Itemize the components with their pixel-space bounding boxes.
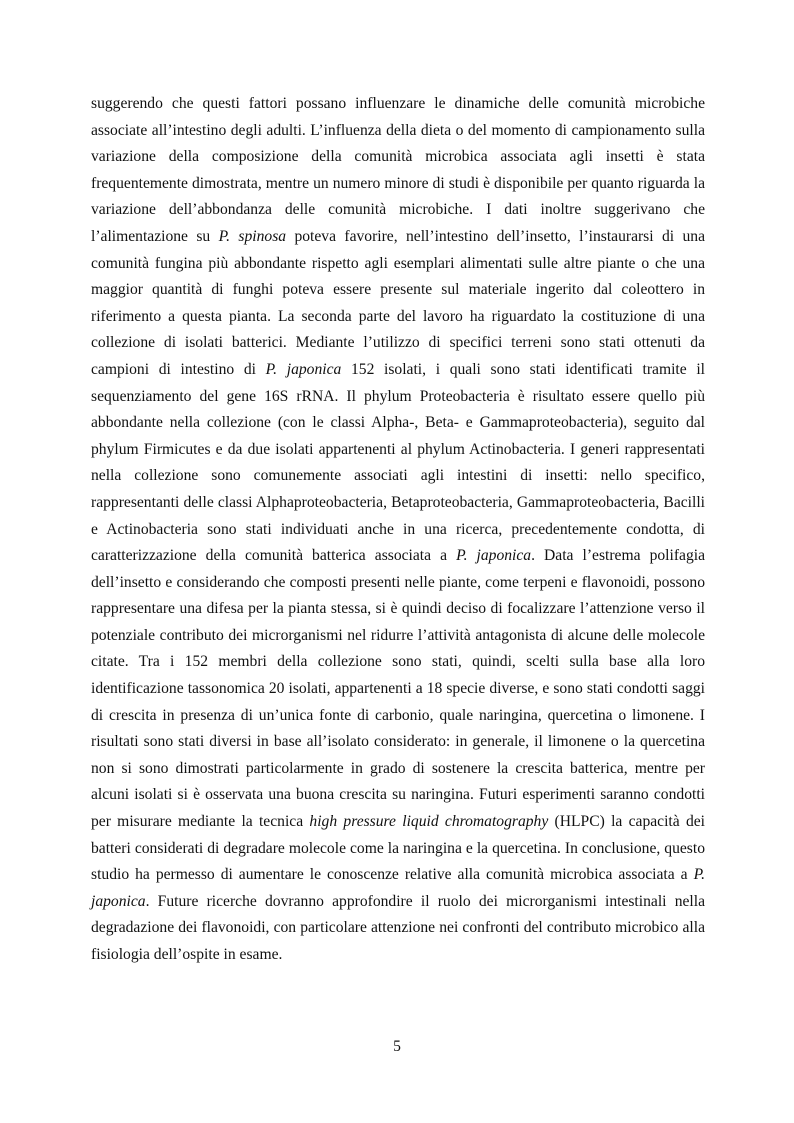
text-segment: 152 isolati, i quali sono stati identificati tramite il sequenziamento del gene 16S rRNA. Il phylum Proteobacteria è risultato essere quello più abbondante nella collezione (con le classi Alpha-, Beta- e Gammaproteobacteria), seguito dal phylum Firmicutes e da due isolati appartenenti al phylum Actinobacteria. I generi rappresentati nella collezione sono comunemente associati agli intestini di insetti: nello specifico, rappresentanti delle classi Alphaproteobacteria, Betaproteobacteria, Gammaproteobacteria, Bacilli e Actinobacteria sono stati individuati anche in una ricerca, precedentemente condotta, di caratterizzazione della comunità batterica associata a <box>91 360 706 565</box>
italic-species-name: P. japonica <box>91 866 705 910</box>
text-segment: . Future ricerche dovranno approfondire il ruolo dei microrganismi intestinali nella degradazione dei flavonoidi, con particolare attenzione nei confronti del contributo microbico alla fisiologia dell’ospite in esame. <box>91 892 705 963</box>
italic-species-name: P. japonica <box>456 547 532 565</box>
text-segment: . Data l’estrema polifagia dell’insetto e considerando che composti presenti nelle piante, come terpeni e flavonoidi, possono rappresentare una difesa per la pianta stessa, si è quindi deciso di focalizzare l’attenzione verso il potenziale contributo dei microrganismi nel ridurre l’attività antagonista di alcune delle molecole citate. Tra i 152 membri della collezione sono stati, quindi, scelti sulla base alla loro identificazione tassonomica 20 isolati, appartenenti a 18 specie diverse, e sono stati condotti saggi di crescita in presenza di un’unica fonte di carbonio, quale naringina, quercetina o limonene. I risultati sono stati diversi in base all’isolato considerato: in generale, il limonene o la quercetina non si sono dimostrati particolarmente in grado di sostenere la crescita batterica, mentre per alcuni isolati si è osservata una buona crescita su naringina. Futuri esperimenti saranno condotti per misurare mediante la tecnica <box>91 547 705 831</box>
italic-species-name: P. spinosa <box>218 227 287 245</box>
italic-species-name: P. japonica <box>265 360 342 378</box>
text-segment: suggerendo che questi fattori possano influenzare le dinamiche delle comunità microbiche associate all’intestino degli adulti. L’influenza della dieta o del momento di campionamento sulla variazione della composizione della comunità microbica associata agli insetti è stata frequentemente dimostrata, mentre un numero minore di studi è disponibile per quanto riguarda la variazione dell’abbondanza delle comunità microbiche. I dati inoltre suggerivano che l’alimentazione su <box>91 95 705 245</box>
page-number: 5 <box>393 1038 401 1055</box>
text-segment: (HLPC) la capacità dei batteri considerati di degradare molecole come la naringina e la quercetina. In conclusione, questo studio ha permesso di aumentare le conoscenze relative alla comunità microbica associata a <box>91 813 706 884</box>
text-segment: poteva favorire, nell’intestino dell’insetto, l’instaurarsi di una comunità fungina più abbondante rispetto agli esemplari alimentati sulle altre piante o che una maggior quantità di funghi poteva essere presente sul materiale ingerito dal coleottero in riferimento a questa pianta. La seconda parte del lavoro ha riguardato la costituzione di una collezione di isolati batterici. Mediante l’utilizzo di specifici terreni sono stati ottenuti da campioni di intestino di <box>91 227 705 378</box>
italic-technique-name: high pressure liquid chromatography <box>309 813 549 831</box>
body-paragraph <box>91 91 705 969</box>
